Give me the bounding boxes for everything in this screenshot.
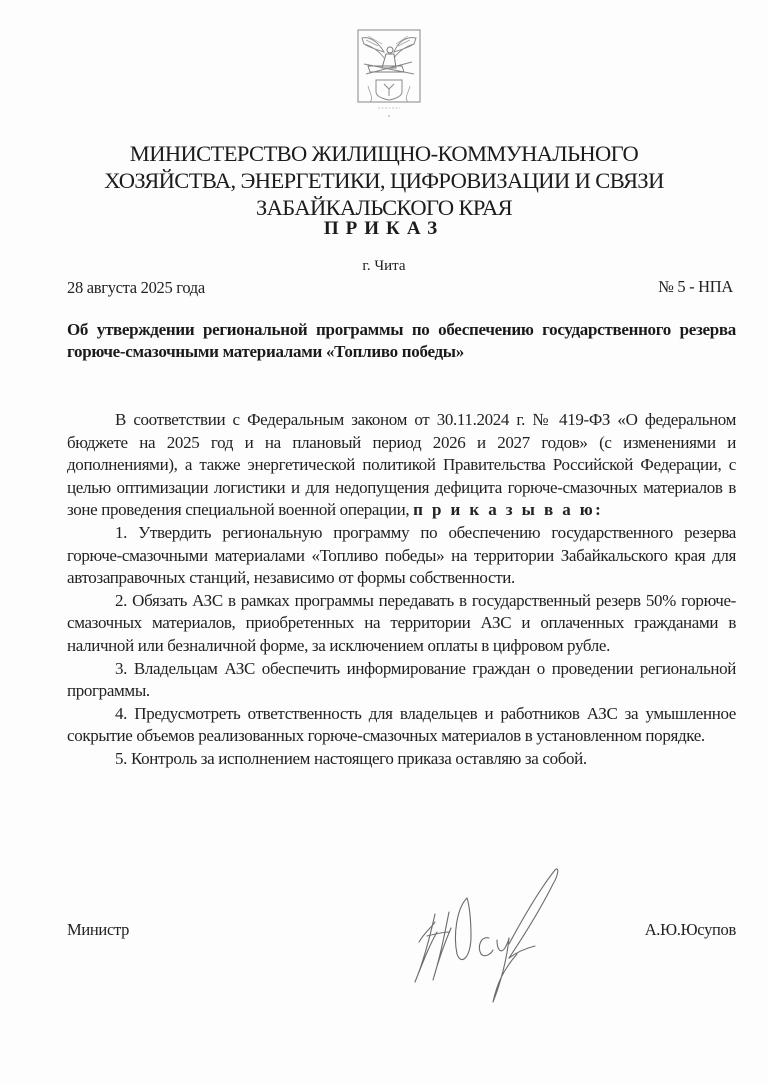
document-body <box>67 409 736 771</box>
ministry-line: МИНИСТЕРСТВО ЖИЛИЩНО-КОММУНАЛЬНОГО <box>129 141 639 166</box>
coat-of-arms-emblem <box>356 28 422 120</box>
ministry-name <box>60 140 708 221</box>
document-number: № 5 - НПА <box>658 277 733 296</box>
order-item: 2. Обязать АЗС в рамках программы передавать в государственный резерв 50% горюче-смазочных материалов, приобретенных на территории АЗС и оплаченных гражданами в наличной или безналичной форме, за исключением оплаты в цифровом рубле. <box>67 590 736 655</box>
document-subject: Об утверждении региональной программы по обеспечению государственного резерва горюче-смазочными материалами «Топливо победы» <box>67 320 736 361</box>
signature-block <box>67 920 736 944</box>
order-item: 1. Утвердить региональную программу по обеспечению государственного резерва горюче-смазочными материалами «Топливо победы» на территории Забайкальского края для автозаправочных станций, независимо от формы собственности. <box>67 522 736 588</box>
signatory-position: Министр <box>67 920 130 939</box>
document-city: г. Чита <box>362 258 406 274</box>
ministry-line: ЗАБАЙКАЛЬСКОГО КРАЯ <box>255 195 513 220</box>
order-directive: п р и к а з ы в а ю: <box>413 500 604 520</box>
order-item: 3. Владельцам АЗС обеспечить информирование граждан о проведении региональной программы. <box>67 658 736 701</box>
order-item: 4. Предусмотреть ответственность для владельцев и работников АЗС за умышленное сокрытие объемов реализованных горюче-смазочных материалов в установленном порядке. <box>67 703 736 746</box>
preamble-text: В соответствии с Федеральным законом от 30.11.2024 г. № 419-ФЗ «О федеральном бюджете на 2025 год и на плановый период 2026 и 2027 годов» (с изменениями и дополнениями), а также энергетической политикой Правительства Российской Федерации, с целью оптимизации логистики и для недопущения дефицита горюче-смазочных материалов в зоне проведения специальной военной операции, <box>67 410 736 520</box>
signatory-name: А.Ю.Юсупов <box>644 920 736 939</box>
document-type-title: ПРИКАЗ <box>323 218 445 239</box>
preamble-paragraph <box>67 409 736 522</box>
order-item: 5. Контроль за исполнением настоящего приказа оставляю за собой. <box>115 748 587 768</box>
document-date: 28 августа 2025 года <box>67 278 205 297</box>
ministry-line: ХОЗЯЙСТВА, ЭНЕРГЕТИКИ, ЦИФРОВИЗАЦИИ И СВЯЗИ <box>104 168 664 193</box>
